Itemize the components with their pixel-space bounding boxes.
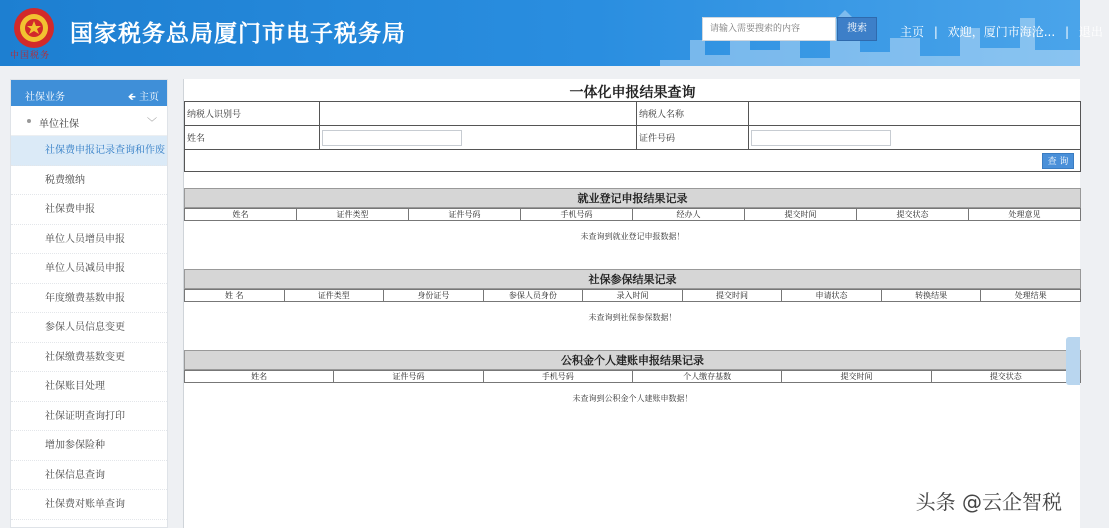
sidebar-item-info-query[interactable]: 社保信息查询 — [11, 461, 167, 491]
bullet-icon — [27, 119, 31, 123]
sidebar-item-base-change[interactable]: 社保缴费基数变更 — [11, 343, 167, 373]
empty-message: 未查询到就业登记申报数据！ — [580, 232, 685, 241]
sidebar-item-add-insurance[interactable]: 增加参保险种 — [11, 431, 167, 461]
fund-results-table — [184, 370, 1081, 383]
sidebar-item-statement-query[interactable]: 社保费对账单查询 — [11, 490, 167, 520]
page-title: 一体化申报结果查询 — [569, 85, 696, 101]
sidebar-item-account-process[interactable]: 社保账目处理 — [11, 372, 167, 402]
fund-results-title: 公积金个人建账申报结果记录 — [184, 350, 1081, 370]
taxpayer-name-value — [749, 102, 1081, 126]
employment-results-table — [184, 208, 1081, 221]
sidebar-item-annual-base[interactable]: 年度缴费基数申报 — [11, 284, 167, 314]
top-nav — [900, 23, 1109, 40]
nav-logout-link[interactable]: 退出 — [1078, 25, 1103, 39]
column-header: 手机号码 — [521, 209, 633, 221]
sidebar-home-link[interactable] — [128, 88, 159, 107]
social-results-table — [184, 289, 1081, 302]
sidebar-item-tax-payment[interactable]: 税费缴纳 — [11, 166, 167, 196]
column-header: 处理结果 — [981, 290, 1081, 302]
employment-results-title: 就业登记申报结果记录 — [184, 188, 1081, 208]
column-header: 参保人员身份 — [483, 290, 583, 302]
empty-message: 未查询到社保参保数据！ — [588, 313, 677, 322]
nav-welcome-text: 欢迎，厦门市海沧... — [947, 25, 1056, 39]
column-header: 申请状态 — [782, 290, 882, 302]
query-button[interactable]: 查 询 — [1042, 153, 1074, 169]
column-header: 证件号码 — [409, 209, 521, 221]
sidebar-item-remove-staff[interactable]: 单位人员减员申报 — [11, 254, 167, 284]
tax-emblem-icon — [12, 6, 56, 50]
nav-separator: | — [933, 25, 938, 39]
search-button[interactable]: 搜索 — [837, 17, 877, 41]
watermark-text: 头条 @云企智税 — [915, 490, 1062, 514]
sidebar-item-social-declaration[interactable]: 社保费申报 — [11, 195, 167, 225]
column-header: 提交时间 — [682, 290, 782, 302]
site-title: 国家税务总局厦门市电子税务局 — [70, 21, 406, 47]
employment-results — [184, 188, 1081, 242]
search-input[interactable] — [702, 17, 836, 41]
column-header: 个人缴存基数 — [632, 371, 781, 383]
cert-no-input[interactable] — [751, 130, 891, 146]
column-header: 录入时间 — [583, 290, 683, 302]
social-results-title: 社保参保结果记录 — [184, 269, 1081, 289]
column-header: 转换结果 — [881, 290, 981, 302]
sidebar-item-declaration-records[interactable]: 社保费申报记录查询和作废 — [11, 136, 167, 166]
main-panel — [183, 79, 1080, 528]
column-header: 处理意见 — [969, 209, 1081, 221]
sidebar-title: 社保业务 — [25, 92, 65, 103]
cert-no-label: 证件号码 — [637, 126, 749, 150]
column-header: 证件号码 — [334, 371, 483, 383]
sidebar-group-unit-social[interactable] — [11, 106, 167, 136]
floating-side-tab[interactable] — [1066, 337, 1080, 385]
cert-no-cell — [749, 126, 1081, 150]
column-header: 姓名 — [185, 209, 297, 221]
column-header: 提交时间 — [745, 209, 857, 221]
sidebar — [10, 79, 168, 528]
taxpayer-id-value — [320, 102, 637, 126]
column-header: 姓 名 — [185, 290, 285, 302]
name-input[interactable] — [322, 130, 462, 146]
column-header: 证件类型 — [297, 209, 409, 221]
table-header-row — [185, 371, 1081, 383]
column-header: 手机号码 — [483, 371, 632, 383]
name-label: 姓名 — [185, 126, 320, 150]
sidebar-home-label: 主页 — [139, 92, 159, 103]
chevron-down-icon: ﹀ — [147, 118, 157, 129]
fund-results — [184, 350, 1081, 404]
empty-message: 未查询到公积金个人建账申数据！ — [572, 394, 693, 403]
social-results — [184, 269, 1081, 323]
column-header: 提交状态 — [931, 371, 1080, 383]
query-form — [184, 101, 1081, 150]
column-header: 姓名 — [185, 371, 334, 383]
taxpayer-name-label: 纳税人名称 — [637, 102, 749, 126]
home-arrow-icon: 🡸 — [127, 92, 136, 103]
nav-separator: | — [1065, 25, 1070, 39]
taxpayer-id-label: 纳税人识别号 — [185, 102, 320, 126]
name-cell — [320, 126, 637, 150]
table-header-row — [185, 209, 1081, 221]
sidebar-group-label: 单位社保 — [39, 119, 79, 130]
sidebar-header — [11, 80, 167, 106]
column-header: 身份证号 — [384, 290, 484, 302]
sidebar-item-info-change[interactable]: 参保人员信息变更 — [11, 313, 167, 343]
column-header: 提交状态 — [857, 209, 969, 221]
column-header: 经办人 — [633, 209, 745, 221]
emblem-caption: 中国税务 — [10, 51, 51, 61]
sidebar-item-add-staff[interactable]: 单位人员增员申报 — [11, 225, 167, 255]
column-header: 证件类型 — [284, 290, 384, 302]
table-header-row — [185, 290, 1081, 302]
column-header: 提交时间 — [782, 371, 931, 383]
query-action-row — [184, 149, 1081, 172]
sidebar-item-certificate-print[interactable]: 社保证明查询打印 — [11, 402, 167, 432]
site-header — [0, 0, 1103, 66]
nav-home-link[interactable]: 主页 — [900, 25, 925, 39]
